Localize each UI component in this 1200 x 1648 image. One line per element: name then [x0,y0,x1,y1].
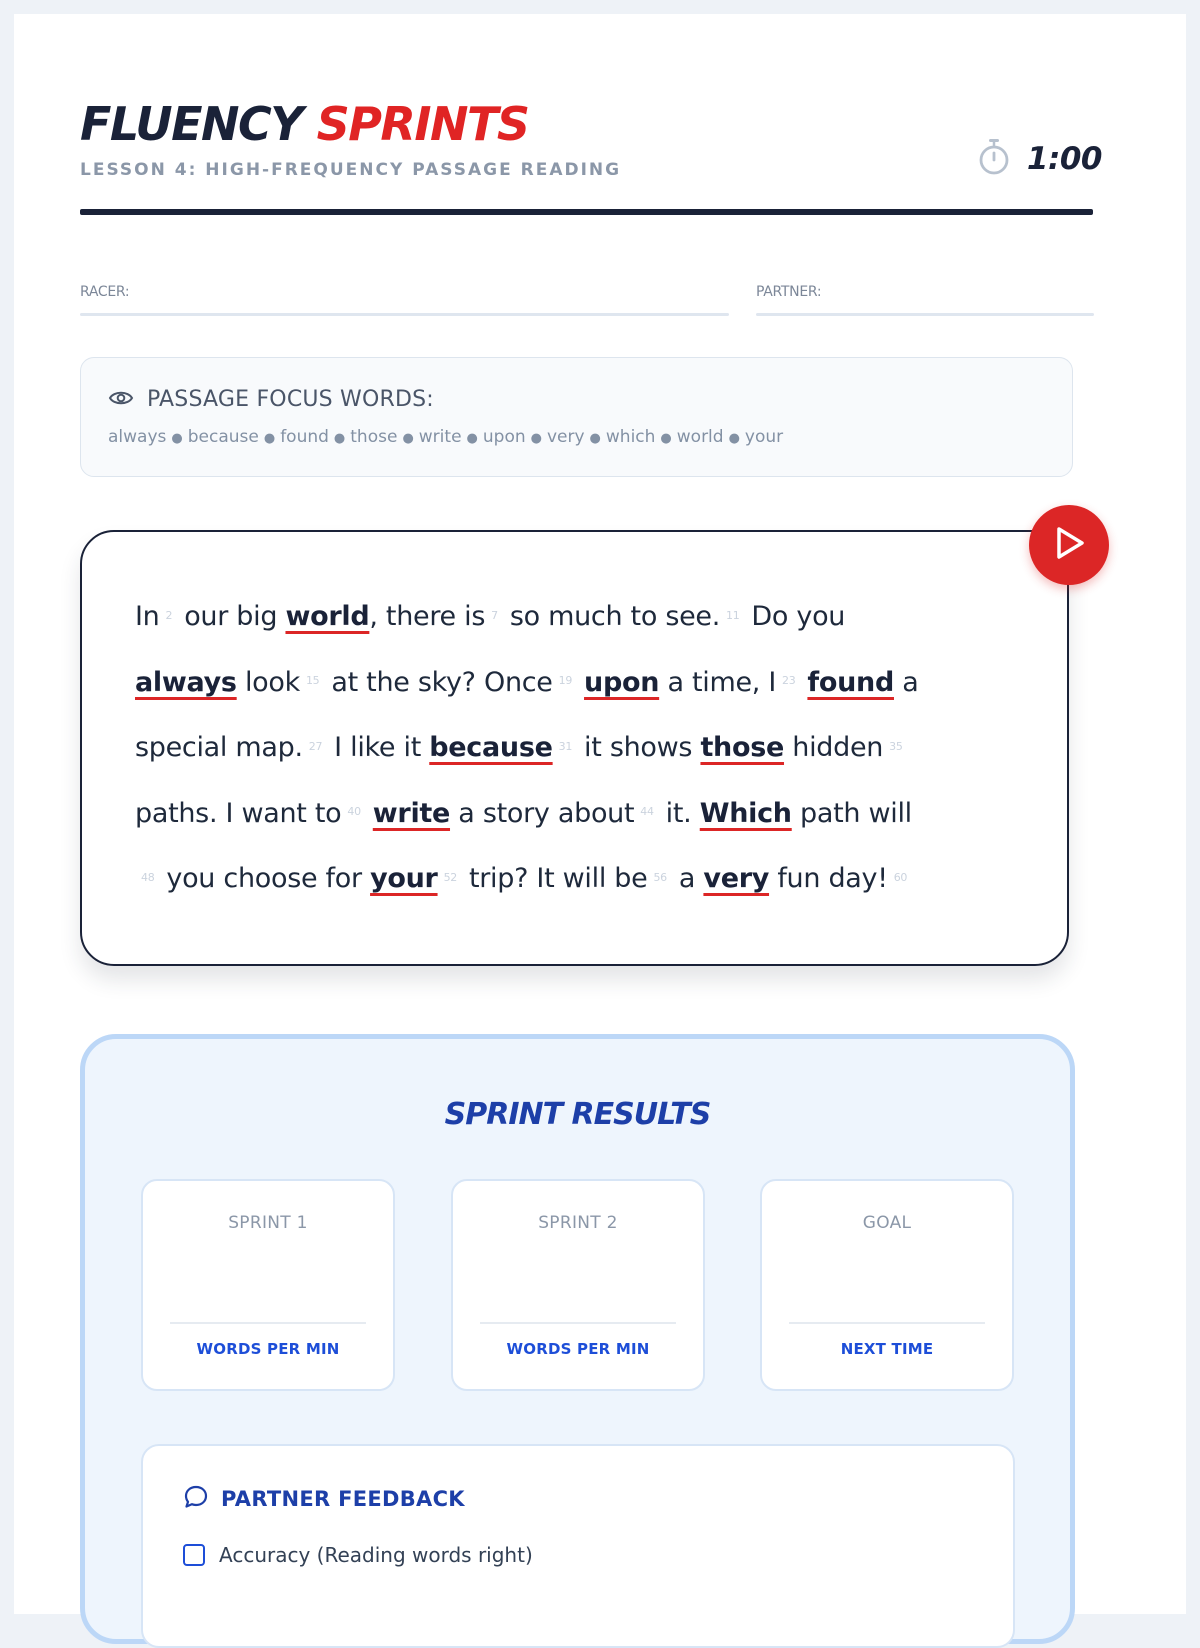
word-count-marker: 19 [558,674,573,688]
focus-words-header [108,387,434,412]
partner-feedback-header [183,1484,465,1514]
separator-dot: ● [333,431,346,446]
lesson-subtitle: LESSON 4: HIGH-FREQUENCY PASSAGE READING [80,160,622,180]
focus-word: because [187,427,259,447]
passage-text-segment: it. [665,797,700,829]
sprint-results-panel [80,1034,1075,1644]
focus-words-title: PASSAGE FOCUS WORDS: [147,387,434,412]
chat-bubble-icon [183,1484,209,1514]
focus-word-highlight: upon [584,666,660,698]
passage-text-segment: path will [791,797,912,829]
word-count-marker: 11 [726,608,740,622]
passage-text-segment: I like it [334,732,430,763]
racer-label: RACER: [80,284,130,300]
racer-field[interactable] [80,284,729,316]
stopwatch-icon [977,138,1011,180]
passage-text [135,584,1035,912]
passage-text-segment: so much to see. [509,601,720,632]
focus-words-list [108,427,783,447]
partner-label: PARTNER: [756,284,822,300]
feedback-checklist-item[interactable] [183,1543,533,1567]
sprint-1-card[interactable] [141,1179,395,1391]
focus-word-highlight: your [370,863,438,894]
timer[interactable] [977,138,1102,180]
feedback-checkbox[interactable] [183,1544,205,1566]
passage-text-segment: a time, I [659,666,776,698]
passage-text-segment: , there is [369,601,486,632]
focus-word-highlight: Which [699,797,792,829]
focus-word: upon [482,427,526,447]
card-unit: WORDS PER MIN [506,1340,650,1358]
title-word-fluency: FLUENCY [80,97,303,151]
eye-icon [108,388,134,412]
header-divider [80,209,1093,215]
card-entry-line[interactable] [480,1322,676,1324]
word-count-marker: 23 [782,674,796,688]
card-entry-line[interactable] [170,1322,366,1324]
word-count-marker: 48 [141,870,155,884]
word-count-marker: 27 [308,739,323,753]
separator-dot: ● [530,431,542,446]
focus-word: those [350,427,398,447]
focus-word: write [418,427,462,447]
card-unit: NEXT TIME [840,1340,934,1358]
passage-line [135,846,1035,912]
focus-word-highlight: very [703,863,770,894]
focus-word: always [108,427,167,447]
focus-word-highlight: world [285,601,370,632]
focus-word-highlight: those [700,732,785,763]
passage-text-segment: a [678,863,704,894]
focus-words-box [80,357,1073,477]
racer-line[interactable] [80,313,729,316]
play-icon [1051,524,1087,566]
word-count-marker: 56 [653,870,667,884]
passage-text-segment: at the sky? Once [331,666,553,698]
word-count-marker: 2 [165,608,173,622]
passage-text-segment: a story about [450,797,635,829]
passage-text-segment: a [893,666,919,698]
partner-feedback-title: PARTNER FEEDBACK [221,1487,465,1511]
partner-field[interactable] [756,284,1094,316]
passage-text-segment: Do you [751,601,846,632]
passage-text-segment: it shows [584,732,701,763]
word-count-marker: 35 [889,739,903,753]
sprint-results-title: SPRINT RESULTS [444,1097,711,1132]
passage-text-segment: look [236,666,300,698]
passage-text-segment: trip? It will be [468,863,648,894]
partner-feedback-card [141,1444,1015,1648]
card-label: SPRINT 1 [228,1213,308,1233]
card-label: SPRINT 2 [538,1213,618,1233]
focus-word-highlight: always [135,666,237,698]
partner-line[interactable] [756,313,1094,316]
passage-line [135,715,1035,781]
feedback-item-label: Accuracy (Reading words right) [219,1543,533,1567]
passage-text-segment: paths. I want to [135,797,342,829]
sprint-2-card[interactable] [451,1179,705,1391]
focus-word-highlight: found [807,666,894,698]
focus-word: your [744,427,784,447]
word-count-marker: 44 [640,805,654,819]
passage-text-segment: you choose for [166,863,371,894]
word-count-marker: 60 [893,870,908,884]
card-entry-line[interactable] [789,1322,985,1324]
reading-passage-card [80,530,1069,966]
title-word-sprints: SPRINTS [316,97,529,151]
word-count-marker: 15 [305,674,320,688]
passage-text-segment: special map. [135,732,303,763]
passage-line [135,650,1035,716]
separator-dot: ● [402,431,414,446]
passage-line [135,584,1035,650]
word-count-marker: 40 [347,805,361,819]
focus-word: found [280,427,329,447]
focus-word: which [605,427,656,447]
card-unit: WORDS PER MIN [196,1340,340,1358]
play-button[interactable] [1029,505,1109,585]
page-title [80,96,528,152]
separator-dot: ● [466,431,478,446]
goal-card[interactable] [760,1179,1014,1391]
passage-text-segment: hidden [784,732,884,763]
separator-dot: ● [171,431,183,446]
word-count-marker: 7 [491,608,498,622]
card-label: GOAL [862,1213,912,1233]
passage-text-segment: In [135,601,160,632]
focus-word: world [676,427,724,447]
separator-dot: ● [263,431,276,446]
separator-dot: ● [589,431,601,446]
passage-text-segment: our big [184,601,286,632]
focus-word-highlight: write [372,797,451,829]
focus-word-highlight: because [429,732,553,763]
word-count-marker: 52 [443,870,457,884]
timer-value: 1:00 [1026,141,1102,177]
word-count-marker: 31 [558,739,573,753]
focus-word: very [546,427,585,447]
passage-text-segment: fun day! [769,863,888,894]
passage-line [135,781,1035,847]
separator-dot: ● [660,431,672,446]
separator-dot: ● [728,431,740,446]
